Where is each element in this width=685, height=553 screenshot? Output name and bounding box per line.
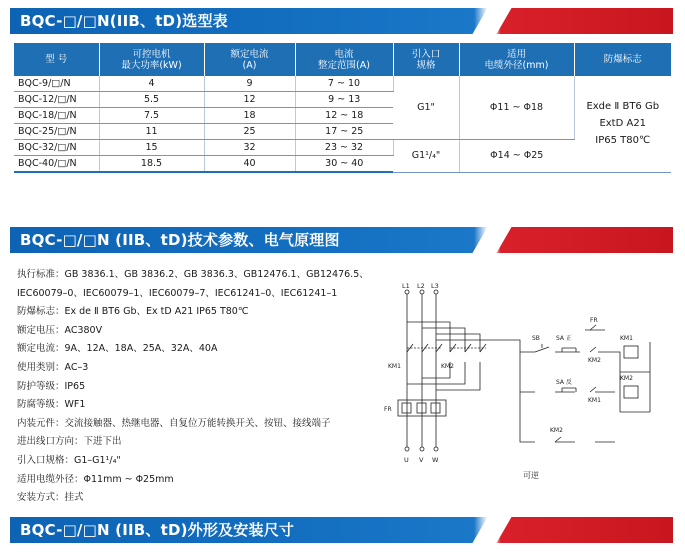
l3-label: L3	[431, 282, 439, 290]
l2-label: L2	[417, 282, 425, 290]
km2-aux-label: KM2	[588, 357, 601, 364]
sa-rev-label: SA 反	[556, 379, 572, 386]
l1-label: L1	[402, 282, 410, 290]
spec-standard-1: 执行标准：GB 3836.1、GB 3836.2、GB 3836.3、GB12476.1、GB12476.5、	[17, 269, 369, 280]
cable-group-2: Φ14 ~ Φ25	[459, 140, 574, 173]
table-header-row	[14, 43, 671, 76]
u-label: U	[404, 456, 409, 464]
tech-banner	[10, 227, 673, 253]
table-row: BQC-25/□/N 11 25 17 ~ 25	[14, 124, 671, 140]
entry-group-1: G1"	[393, 76, 459, 140]
fr-aux-label: FR	[590, 317, 598, 324]
km2-coil-label: KM2	[620, 375, 633, 382]
explosion-mark: Exde Ⅱ BT6 Gb ExtD A21 IP65 T80℃	[574, 76, 671, 172]
spec-mounting: 安装方式：挂式	[17, 492, 84, 504]
table-row: BQC-18/□/N 7.5 18 12 ~ 18	[14, 108, 671, 124]
table-row: BQC-9/□/N 4 9 7 ~ 10 G1" Φ11 ~ Φ18 Exde Ⅱ BT6 Gb ExtD A21 IP65 T80℃	[14, 76, 671, 92]
header-range: 电流 整定范围(A)	[295, 43, 393, 76]
supply-terminals	[402, 282, 439, 294]
spec-voltage: 额定电压：AC380V	[17, 324, 103, 336]
sb-label: SB	[532, 335, 540, 342]
header-mark: 防爆标志	[574, 43, 671, 76]
km2-main-label: KM2	[441, 363, 454, 370]
header-current: 额定电流 (A)	[204, 43, 295, 76]
km1-aux-label: KM1	[588, 397, 601, 404]
diagram-caption: 可逆	[523, 471, 539, 480]
km1-main-label: KM1	[388, 363, 401, 370]
dimension-title: BQC-□/□N (IIB、tD)外形及安装尺寸	[20, 521, 295, 539]
selection-table	[14, 43, 671, 173]
spec-category: 使用类别：AC–3	[17, 361, 89, 373]
entry-group-2: G1¹/₄"	[393, 140, 459, 173]
km2-lower-label: KM2	[550, 427, 563, 434]
fr-main-label: FR	[384, 406, 392, 413]
wiring-diagram	[380, 282, 670, 482]
spec-list	[17, 266, 369, 508]
spec-protection: 防护等级：IP65	[17, 380, 86, 392]
sa-fwd-label: SA 正	[556, 335, 572, 342]
spec-cable-direction: 进出线口方向：下进下出	[17, 436, 122, 448]
selection-title: BQC-□/□N(IIB、tD)选型表	[20, 12, 228, 30]
output-terminals	[404, 447, 439, 464]
spec-components: 内装元件：交流接触器、热继电器、自复位万能转换开关、按钮、接线端子	[17, 417, 331, 429]
header-entry: 引入口 规格	[393, 43, 459, 76]
tech-title: BQC-□/□N (IIB、tD)技术参数、电气原理图	[20, 231, 340, 249]
spec-anticorrosion: 防腐等级：WF1	[17, 399, 86, 411]
selection-banner	[10, 8, 673, 34]
table-row: BQC-40/□/N 18.5 40 30 ~ 40	[14, 156, 671, 173]
table-row: BQC-12/□/N 5.5 12 9 ~ 13	[14, 92, 671, 108]
spec-ex-mark: 防爆标志：Ex de Ⅱ BT6 Gb、Ex tD A21 IP65 T80℃	[17, 306, 249, 318]
spec-standard-2: IEC60079–0、IEC60079–1、IEC60079–7、IEC61241–0、IEC61241–1	[17, 287, 338, 299]
header-model: 型 号	[14, 43, 99, 76]
dimension-banner	[10, 517, 673, 543]
table-row: BQC-32/□/N 15 32 23 ~ 32 G1¹/₄" Φ14 ~ Φ25	[14, 140, 671, 156]
km1-coil-label: KM1	[620, 335, 633, 342]
v-label: V	[419, 456, 424, 464]
spec-current: 额定电流：9A、12A、18A、25A、32A、40A	[17, 343, 218, 355]
header-cable: 适用 电缆外径(mm)	[459, 43, 574, 76]
spec-entry: 引入口规格：G1–G1¹/₄"	[17, 454, 121, 466]
header-power: 可控电机 最大功率(kW)	[99, 43, 204, 76]
w-label: W	[432, 456, 439, 464]
cable-group-1: Φ11 ~ Φ18	[459, 76, 574, 140]
spec-cable-od: 适用电缆外径：Φ11mm ~ Φ25mm	[17, 473, 174, 485]
